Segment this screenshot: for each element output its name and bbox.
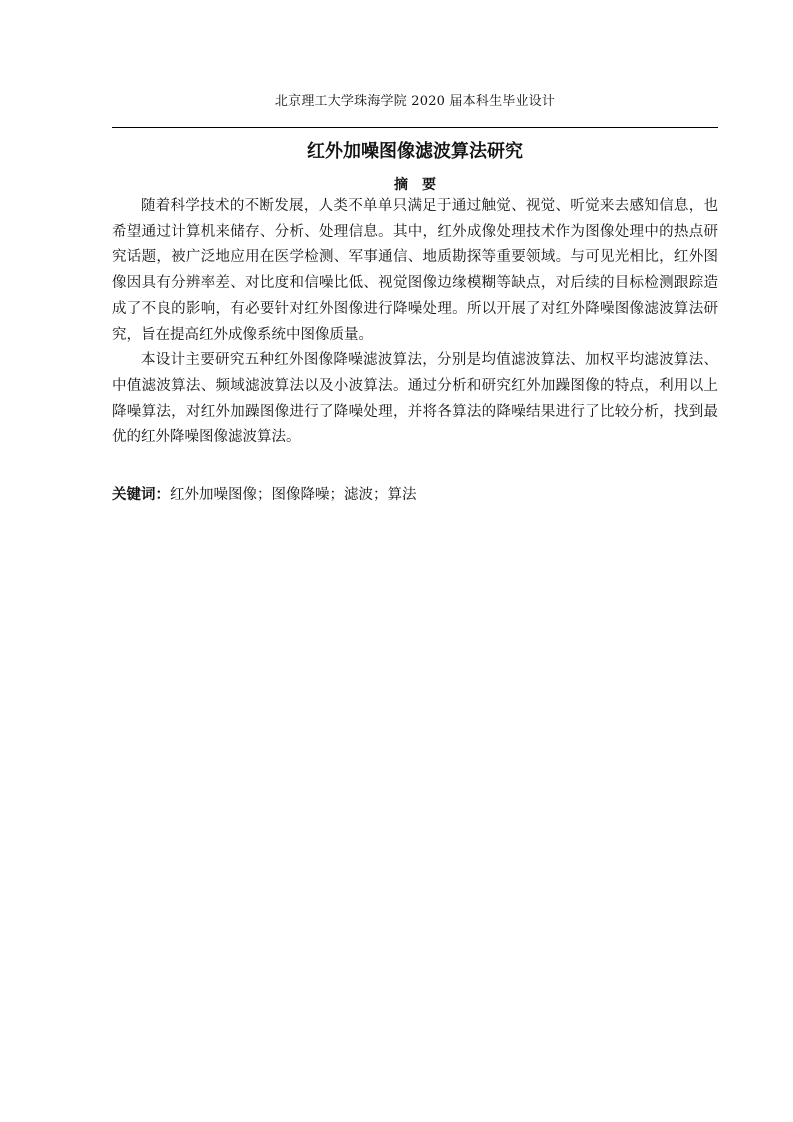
keywords-line: [112, 483, 718, 507]
keywords-label: 关键词：: [112, 487, 170, 503]
abstract-paragraph-2: 本设计主要研究五种红外图像降噪滤波算法，分别是均值滤波算法、加权平均滤波算法、中值滤波算法、频域滤波算法以及小波算法。通过分析和研究红外加躁图像的特点，利用以上降噪算法，对红外加躁图像进行了降噪处理，并将各算法的降噪结果进行了比较分析，找到最优的红外降噪图像滤波算法。: [112, 352, 718, 446]
page-header: 北京理工大学珠海学院 2020 届本科生毕业设计: [274, 94, 556, 109]
abstract-body: [112, 194, 718, 451]
abstract-paragraph-1: 随着科学技术的不断发展，人类不单单只满足于通过触觉、视觉、听觉来去感知信息，也希望通过计算机来储存、分析、处理信息。其中，红外成像处理技术作为图像处理中的热点研究话题，被广泛地应用在医学检测、军事通信、地质勘探等重要领域。与可见光相比，红外图像因具有分辨率差、对比度和信噪比低、视觉图像边缘模糊等缺点，对后续的目标检测跟踪造成了不良的影响，有必要针对红外图像进行降噪处理。所以开展了对红外降噪图像滤波算法研究，旨在提高红外成像系统中图像质量。: [112, 198, 718, 343]
abstract-heading: 摘要: [394, 177, 450, 193]
keywords-value: 红外加噪图像；图像降噪；滤波；算法: [170, 487, 417, 503]
header-divider: [112, 127, 718, 128]
thesis-title: 红外加噪图像滤波算法研究: [307, 141, 523, 162]
